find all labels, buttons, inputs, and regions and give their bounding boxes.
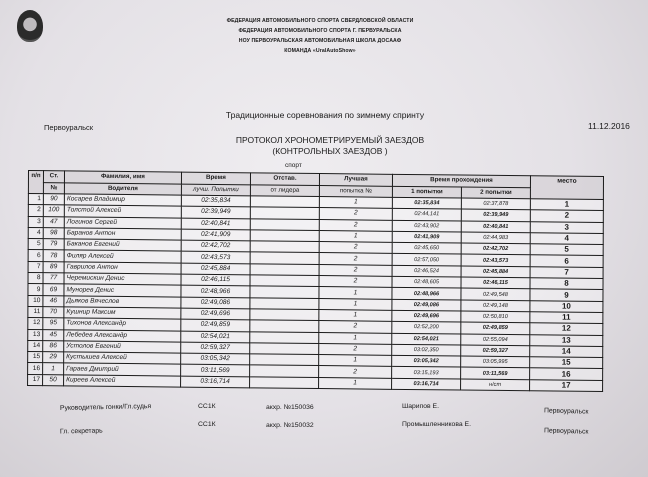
lag-from-leader: [250, 309, 319, 321]
row-number: 5: [28, 239, 43, 250]
col-name-sub: Водителя: [64, 182, 181, 195]
best-time: 02:46,115: [181, 274, 250, 286]
row-number: 14: [28, 340, 43, 351]
best-attempt-number: 1: [319, 197, 392, 209]
footer-person-2: Промышленникова Е.: [402, 421, 471, 428]
attempt-1-time: 03:15,193: [392, 367, 461, 379]
row-number: 9: [28, 284, 43, 295]
best-time: 02:39,949: [181, 206, 250, 218]
date: 11.12.2016: [588, 121, 630, 131]
row-number: 6: [28, 250, 43, 261]
start-number: 79: [43, 239, 64, 251]
start-number: 1: [43, 363, 64, 375]
attempt-2-time: 03:11,569: [461, 367, 530, 379]
best-time: 02:49,859: [181, 319, 250, 331]
lag-from-leader: [250, 264, 319, 276]
best-time: 02:45,884: [181, 263, 250, 275]
org-line: НОУ ПЕРВОУРАЛЬСКАЯ АВТОМОБИЛЬНАЯ ШКОЛА ДОСААФ: [238, 38, 402, 44]
lag-from-leader: [250, 297, 319, 309]
place: 10: [530, 300, 603, 312]
start-number: 46: [43, 295, 64, 307]
class-label: спорт: [285, 162, 302, 169]
col-start-num: Ст.: [43, 171, 64, 183]
org-line: КОМАНДА «UralAutoShow»: [284, 48, 356, 54]
lag-from-leader: [250, 354, 319, 366]
place: 12: [530, 323, 603, 335]
best-time: 02:54,021: [181, 331, 250, 343]
best-attempt-number: 1: [319, 230, 392, 242]
footer-person-1: Шарипов Е.: [402, 403, 439, 410]
best-attempt-number: 2: [319, 366, 392, 378]
organization-header: [180, 16, 460, 56]
attempt-2-time: 02:39,949: [461, 209, 530, 221]
driver-name: Гараев Дмитрий: [64, 363, 181, 376]
attempt-1-time: 02:49,696: [392, 310, 461, 322]
row-number: 7: [28, 261, 43, 272]
place: 7: [530, 267, 603, 279]
best-time: 03:11,569: [181, 365, 250, 377]
best-attempt-number: 1: [319, 298, 392, 310]
best-attempt-number: 2: [319, 343, 392, 355]
place: 17: [530, 380, 603, 392]
attempt-1-time: 02:54,021: [392, 333, 461, 345]
attempt-2-time: 03:05,995: [461, 356, 530, 368]
attempt-2-time: н/ст: [461, 379, 530, 391]
place: 5: [530, 244, 603, 256]
row-number: 11: [28, 306, 43, 317]
start-number: 45: [43, 329, 64, 341]
driver-name: Толстой Алексей: [64, 205, 181, 218]
start-number: 69: [43, 284, 64, 296]
protocol-title: [220, 135, 440, 157]
driver-name: Тихонов Александр: [64, 318, 181, 331]
start-number: 98: [43, 228, 64, 240]
best-attempt-number: 1: [319, 355, 392, 367]
attempt-2-time: 02:40,841: [461, 221, 530, 233]
row-number: 13: [28, 329, 43, 340]
footer-category-2: СС1К: [198, 421, 216, 428]
attempt-2-time: 02:50,810: [461, 311, 530, 323]
col-pass-time: Время прохождения: [392, 174, 530, 187]
place: 14: [530, 346, 603, 358]
start-number: 90: [43, 194, 64, 206]
attempt-2-time: 02:49,148: [461, 300, 530, 312]
row-number: 2: [28, 205, 43, 216]
place: 1: [530, 199, 603, 211]
best-time: 02:42,702: [181, 240, 250, 252]
col-attempt-2: 2 попытки: [461, 187, 530, 199]
driver-name: Филяр Алексей: [64, 250, 181, 263]
results-table: [27, 170, 604, 392]
best-time: 02:43,573: [181, 252, 250, 264]
start-number: 86: [43, 341, 64, 353]
lag-from-leader: [250, 207, 319, 219]
row-number: 17: [28, 374, 43, 385]
col-np: п/п: [28, 171, 43, 194]
place: 2: [530, 210, 603, 222]
attempt-2-time: 02:55,094: [461, 334, 530, 346]
best-time: 02:41,909: [181, 229, 250, 241]
row-number: 15: [28, 352, 43, 363]
lag-from-leader: [250, 230, 319, 242]
row-number: 4: [28, 227, 43, 238]
start-number: 100: [43, 205, 64, 217]
col-best-attempt: Лучшая: [319, 174, 392, 186]
col-lag-sub: от лидера: [250, 184, 319, 196]
attempt-1-time: 03:05,342: [392, 355, 461, 367]
driver-name: Кустышев Алексей: [64, 352, 181, 365]
footer-role-2: Гл. секретарь: [59, 427, 103, 436]
footer-city-2: Первоуральск: [543, 427, 589, 436]
col-attempt-1: 1 попытки: [392, 186, 461, 198]
col-best-time-sub: лучш. Попытки: [181, 184, 250, 196]
org-line: ФЕДЕРАЦИЯ АВТОМОБИЛЬНОГО СПОРТА Г. ПЕРВУРАЛЬСКА: [238, 28, 402, 34]
best-time: 03:16,714: [181, 376, 250, 388]
place: 9: [530, 289, 603, 301]
col-place: место: [530, 176, 603, 200]
best-attempt-number: 2: [319, 253, 392, 265]
best-attempt-number: 2: [319, 219, 392, 231]
best-attempt-number: 1: [319, 332, 392, 344]
best-attempt-number: 2: [319, 276, 392, 288]
driver-name: Дьяков Вячеслов: [64, 296, 181, 309]
driver-name: Кушнир Максим: [64, 307, 181, 320]
lag-from-leader: [250, 331, 319, 343]
best-time: 03:05,342: [181, 353, 250, 365]
place: 13: [530, 334, 603, 346]
place: 8: [530, 278, 603, 290]
start-number: 78: [43, 250, 64, 262]
col-start-num-sub: №: [43, 182, 64, 194]
protocol-line-2: (КОНТРОЛЬНЫХ ЗАЕЗДОВ ): [272, 146, 388, 156]
best-time: 02:40,841: [181, 218, 250, 230]
attempt-1-time: 02:41,909: [392, 231, 461, 243]
best-time: 02:49,086: [181, 297, 250, 309]
start-number: 50: [43, 374, 64, 386]
best-attempt-number: 1: [319, 287, 392, 299]
attempt-2-time: 02:42,702: [461, 243, 530, 255]
row-number: 1: [28, 194, 43, 205]
driver-name: Мунорев Денис: [64, 284, 181, 297]
lag-from-leader: [250, 377, 319, 389]
org-line: ФЕДЕРАЦИЯ АВТОМОБИЛЬНОГО СПОРТА СВЕРДЛОВСКОЙ ОБЛАСТИ: [226, 18, 414, 24]
lag-from-leader: [250, 320, 319, 332]
row-number: 12: [28, 318, 43, 329]
lag-from-leader: [250, 343, 319, 355]
attempt-1-time: 02:46,524: [392, 265, 461, 277]
best-attempt-number: 1: [319, 310, 392, 322]
protocol-line-1: ПРОТОКОЛ ХРОНОМЕТРИРУЕМЫЙ ЗАЕЗДОВ: [235, 135, 425, 145]
footer-accr-1: акхр. №150036: [266, 404, 314, 411]
attempt-1-time: 02:48,966: [392, 288, 461, 300]
driver-name: Баканов Евгений: [64, 239, 181, 252]
best-time: 02:49,696: [181, 308, 250, 320]
footer-category-1: СС1К: [198, 403, 216, 410]
row-number: 10: [28, 295, 43, 306]
attempt-2-time: 02:43,573: [461, 255, 530, 267]
start-number: 70: [43, 307, 64, 319]
attempt-2-time: 02:44,983: [461, 232, 530, 244]
attempt-1-time: 02:48,605: [392, 276, 461, 288]
attempt-1-time: 02:52,200: [392, 322, 461, 334]
lag-from-leader: [250, 365, 319, 377]
attempt-2-time: 02:49,548: [461, 288, 530, 300]
lag-from-leader: [250, 286, 319, 298]
row-number: 3: [28, 216, 43, 227]
attempt-1-time: 02:57,050: [392, 254, 461, 266]
row-number: 8: [28, 273, 43, 284]
event-title: Традиционные соревнования по зимнему спринту: [225, 110, 425, 120]
driver-name: Косарев Владимир: [64, 194, 181, 207]
col-best-time: Время: [181, 172, 250, 184]
best-attempt-number: 2: [319, 321, 392, 333]
best-time: 02:35,834: [181, 195, 250, 207]
start-number: 77: [43, 273, 64, 285]
place: 11: [530, 312, 603, 324]
lag-from-leader: [250, 275, 319, 287]
start-number: 95: [43, 318, 64, 330]
lag-from-leader: [250, 196, 319, 208]
driver-name: Логинов Сергей: [64, 216, 181, 229]
attempt-1-time: 02:44,141: [392, 209, 461, 221]
footer-city-1: Первоуральск: [543, 407, 589, 416]
lag-from-leader: [250, 241, 319, 253]
lag-from-leader: [250, 252, 319, 264]
driver-name: Гаврилов Антон: [64, 262, 181, 275]
footer-accr-2: акхр. №150032: [266, 422, 314, 429]
start-number: 47: [43, 216, 64, 228]
driver-name: Баранов Антон: [64, 228, 181, 241]
start-number: 89: [43, 261, 64, 273]
col-best-attempt-sub: попытка №: [319, 185, 392, 197]
place: 6: [530, 255, 603, 267]
attempt-2-time: 02:59,327: [461, 345, 530, 357]
best-attempt-number: 1: [319, 377, 392, 389]
place: 4: [530, 233, 603, 245]
best-time: 02:59,327: [181, 342, 250, 354]
driver-name: Устолов Евгений: [64, 341, 181, 354]
emblem-icon: [17, 10, 43, 42]
attempt-1-time: 02:45,650: [392, 243, 461, 255]
col-name: Фамилия, имя: [64, 171, 181, 184]
col-lag: Отстав.: [250, 173, 319, 185]
attempt-2-time: 02:37,878: [461, 198, 530, 210]
city: Первоуральск: [44, 123, 94, 132]
best-attempt-number: 2: [319, 264, 392, 276]
attempt-1-time: 02:49,086: [392, 299, 461, 311]
attempt-1-time: 02:43,902: [392, 220, 461, 232]
attempt-1-time: 03:02,350: [392, 344, 461, 356]
place: 15: [530, 357, 603, 369]
lag-from-leader: [250, 218, 319, 230]
best-time: 02:48,966: [181, 285, 250, 297]
start-number: 29: [43, 352, 64, 364]
driver-name: Лебедев Александр: [64, 329, 181, 342]
attempt-2-time: 02:45,884: [461, 266, 530, 278]
best-attempt-number: 2: [319, 242, 392, 254]
row-number: 16: [28, 363, 43, 374]
attempt-2-time: 02:46,115: [461, 277, 530, 289]
attempt-1-time: 03:16,714: [392, 378, 461, 390]
footer-role-1: Руководитель гонки/Гл.судья: [59, 403, 152, 412]
place: 16: [530, 368, 603, 380]
driver-name: Киреев Алексей: [64, 375, 181, 388]
place: 3: [530, 221, 603, 233]
driver-name: Черемискин Денис: [64, 273, 181, 286]
best-attempt-number: 2: [319, 208, 392, 220]
attempt-2-time: 02:49,859: [461, 322, 530, 334]
attempt-1-time: 02:35,834: [392, 197, 461, 209]
